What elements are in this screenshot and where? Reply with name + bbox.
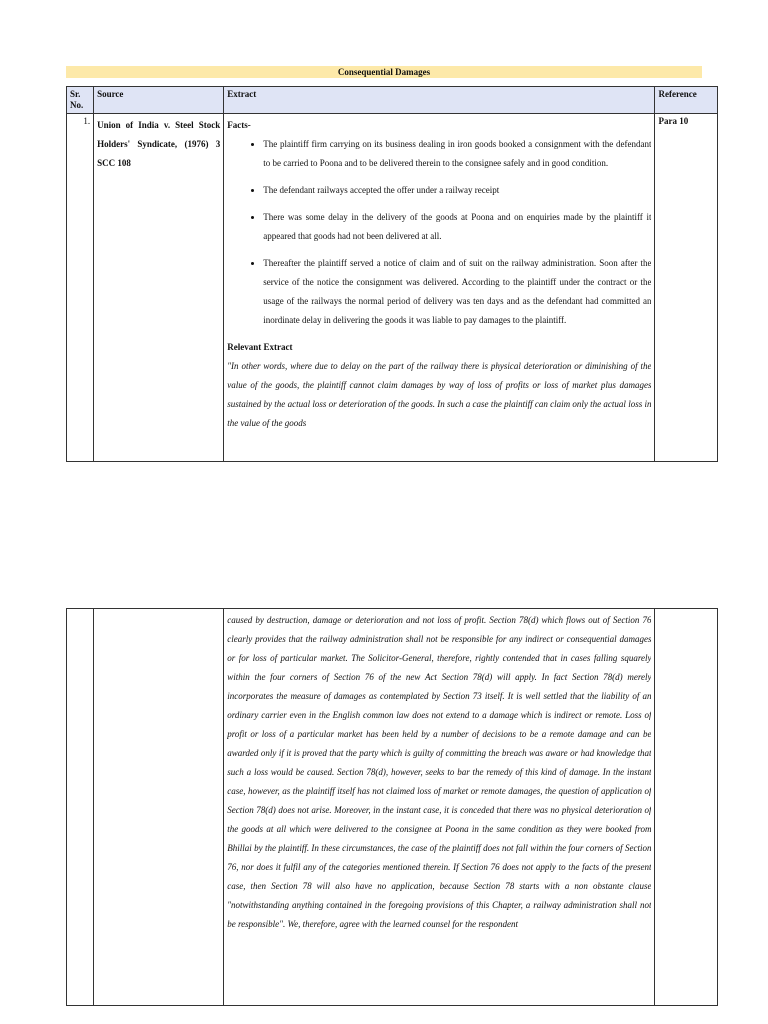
table-header-row [67, 87, 718, 114]
header-extract: Extract [224, 87, 655, 114]
row-sr-no: 1. [67, 114, 94, 462]
relevant-extract-heading: Relevant Extract [227, 342, 293, 352]
header-source: Source [94, 87, 224, 114]
facts-list [227, 135, 651, 330]
row-sr-no-empty [67, 609, 94, 1006]
header-sr-no: Sr. No. [67, 87, 94, 114]
row-reference: Para 10 [655, 114, 718, 462]
row-source-empty [94, 609, 224, 1006]
fact-item: • There was some delay in the delivery of the goods at Poona and on enquiries made by the plaintiff it appeared that goods had not been delivered at all. [263, 208, 651, 246]
row-extract-cell [224, 114, 655, 462]
facts-heading: Facts- [227, 120, 251, 130]
fact-item: • The defendant railways accepted the offer under a railway receipt [263, 181, 651, 200]
row-reference-empty [655, 609, 718, 1006]
fact-item: • The plaintiff firm carrying on its business dealing in iron goods booked a consignment with the defendant to be carried to Poona and to be delivered therein to the consignee safely and in good condition. [263, 135, 651, 173]
relevant-extract-text-part1: "In other words, where due to delay on the part of the railway there is physical deterioration or diminishing of the value of the goods, the plaintiff cannot claim damages by way of loss of profits or loss of market plus damages sustained by the actual loss or deterioration of the goods. In such a case the plaintiff can claim only the actual loss in the value of the goods [227, 361, 652, 428]
relevant-extract-text-part2: caused by destruction, damage or deterioration and not loss of profit. Section 78(d) which flows out of Section 76 clearly provides that the railway administration shall not be responsible for any indirect or consequential damages or for loss of particular market. The Solicitor-General, therefore, rightly contended that in cases falling squarely within the four corners of Section 76 of the new Act Section 78(d) will apply. In fact Section 78(d) merely incorporates the measure of damages as contemplated by Section 73 itself. It is well settled that the liability of an ordinary carrier even in the English common law does not extend to a damage which is indirect or remote. Loss of profit or loss of a particular market has been held by a number of decisions to be a remote damage and can be awarded only if it is proved that the party which is guilty of committing the breach was aware or had knowledge that such a loss would be caused. Section 78(d), however, seeks to bar the remedy of this kind of damage. In the instant case, however, as the plaintiff itself has not claimed loss of market or remote damages, the question of application of Section 78(d) does not arise. Moreover, in the instant case, it is conceded that there was no physical deterioration of the goods at all which were delivered to the consignee at Poona in the same condition as they were booked from Bhillai by the plaintiff. In these circumstances, the case of the plaintiff does not fall within the four corners of Section 76, nor does it fulfil any of the categories mentioned therein. If Section 76 does not apply to the facts of the present case, then Section 78 will also have no application, because Section 78 starts with a non obstante clause "notwithstanding anything contained in the foregoing provisions of this Chapter, a railway administration shall not be responsible". We, therefore, agree with the learned counsel for the respondent [227, 615, 652, 929]
row-source-citation: Union of India v. Steel Stock Holders' Syndicate, (1976) 3 SCC 108 [94, 114, 224, 462]
table-row [67, 114, 718, 462]
header-reference: Reference [655, 87, 718, 114]
document-title: Consequential Damages [66, 66, 702, 78]
damages-table-page2 [66, 608, 718, 1006]
fact-item: • Thereafter the plaintiff served a notice of claim and of suit on the railway administration. Soon after the service of the notice the consignment was delivered. According to the plaintiff under the contract or the usage of the railways the normal period of delivery was ten days and as the defendant had committed an inordinate delay in delivering the goods it was liable to pay damages to the plaintiff. [263, 254, 651, 330]
row-extract-cell-continued [224, 609, 655, 1006]
table-row-continued [67, 609, 718, 1006]
damages-table-page1 [66, 86, 718, 462]
